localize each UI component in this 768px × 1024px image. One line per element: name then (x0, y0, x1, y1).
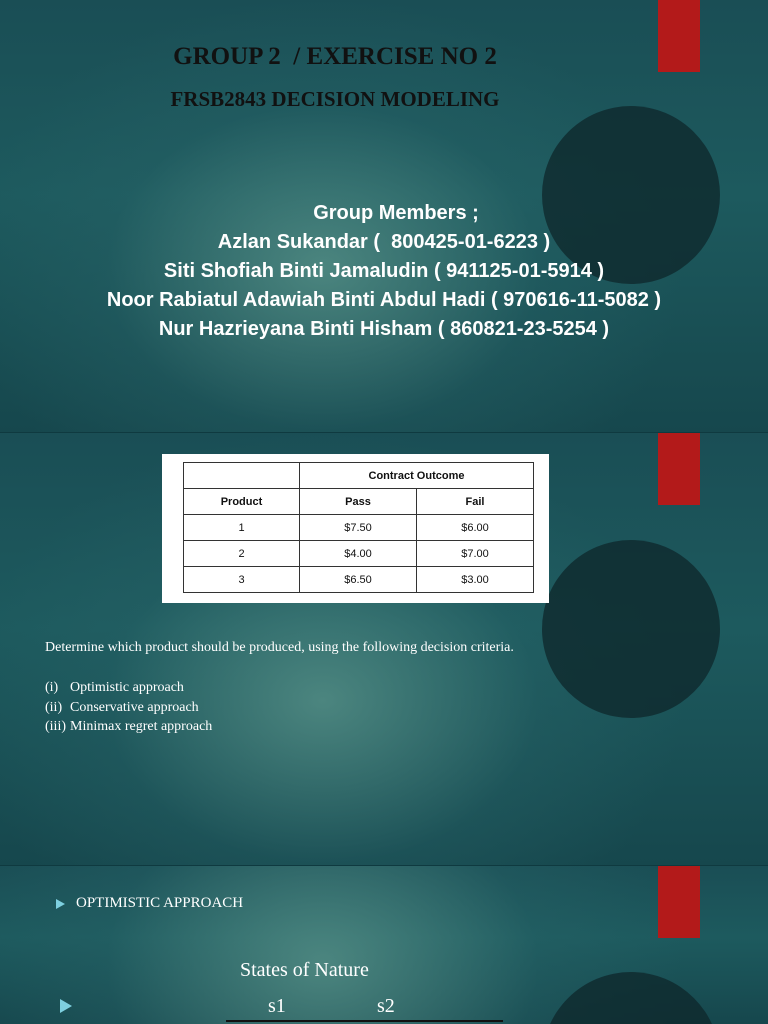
table-row (184, 515, 534, 541)
table-top-rule (226, 1020, 503, 1022)
table-cell: $3.00 (417, 567, 534, 593)
column-header: Pass (300, 489, 417, 515)
state-label-s2: s2 (377, 995, 395, 1017)
state-label-s1: s1 (268, 995, 286, 1017)
table-blank-cell (184, 463, 300, 489)
column-header: Fail (417, 489, 534, 515)
member-name: Azlan Sukandar ( 800425-01-6223 ) (217, 231, 551, 253)
bullet-arrow-icon (60, 999, 72, 1013)
slide-title (0, 0, 768, 432)
members-heading: Group Members ; (313, 202, 479, 224)
course-subtitle: FRSB2843 DECISION MODELING (170, 87, 500, 111)
member-name: Siti Shofiah Binti Jamaludin ( 941125-01-5914 ) (163, 260, 605, 282)
red-accent-bar (658, 433, 700, 505)
section-heading: OPTIMISTIC APPROACH (76, 895, 244, 911)
table-cell: $6.00 (417, 515, 534, 541)
group-members-block (0, 199, 768, 344)
criteria-label: Conservative approach (70, 699, 199, 715)
column-header: Product (184, 489, 300, 515)
list-item (45, 678, 212, 698)
payoff-table-image (162, 454, 549, 603)
table-row (184, 541, 534, 567)
table-cell: 3 (184, 567, 300, 593)
list-item (45, 698, 212, 718)
table-header-row (184, 489, 534, 515)
table-cell: 2 (184, 541, 300, 567)
list-number: (i) (45, 680, 59, 695)
slide-optimistic (0, 866, 768, 1024)
criteria-list (45, 678, 212, 737)
table-header-row (184, 463, 534, 489)
list-number: (ii) (45, 699, 63, 715)
table-cell: $7.00 (417, 541, 534, 567)
table-cell: 1 (184, 515, 300, 541)
decorative-circle (542, 540, 720, 718)
red-accent-bar (658, 866, 700, 938)
criteria-label: Optimistic approach (70, 680, 184, 695)
states-of-nature-heading: States of Nature (240, 959, 369, 981)
slide-problem (0, 433, 768, 865)
table-cell: $7.50 (300, 515, 417, 541)
slide-title-heading: GROUP 2 / EXERCISE NO 2 (173, 43, 497, 70)
contract-outcome-header: Contract Outcome (300, 463, 534, 489)
list-number: (iii) (45, 719, 66, 734)
criteria-label: Minimax regret approach (70, 719, 213, 734)
table-row (184, 567, 534, 593)
bullet-arrow-icon (56, 899, 65, 909)
member-name: Nur Hazrieyana Binti Hisham ( 860821-23-5254 ) (158, 318, 610, 340)
payoff-table (183, 462, 534, 593)
table-cell: $6.50 (300, 567, 417, 593)
member-name: Noor Rabiatul Adawiah Binti Abdul Hadi ( 970616-11-5082 ) (106, 289, 662, 311)
decorative-circle (542, 972, 720, 1024)
question-text: Determine which product should be produced, using the following decision criteria. (45, 640, 514, 655)
table-cell: $4.00 (300, 541, 417, 567)
list-item (45, 717, 212, 737)
